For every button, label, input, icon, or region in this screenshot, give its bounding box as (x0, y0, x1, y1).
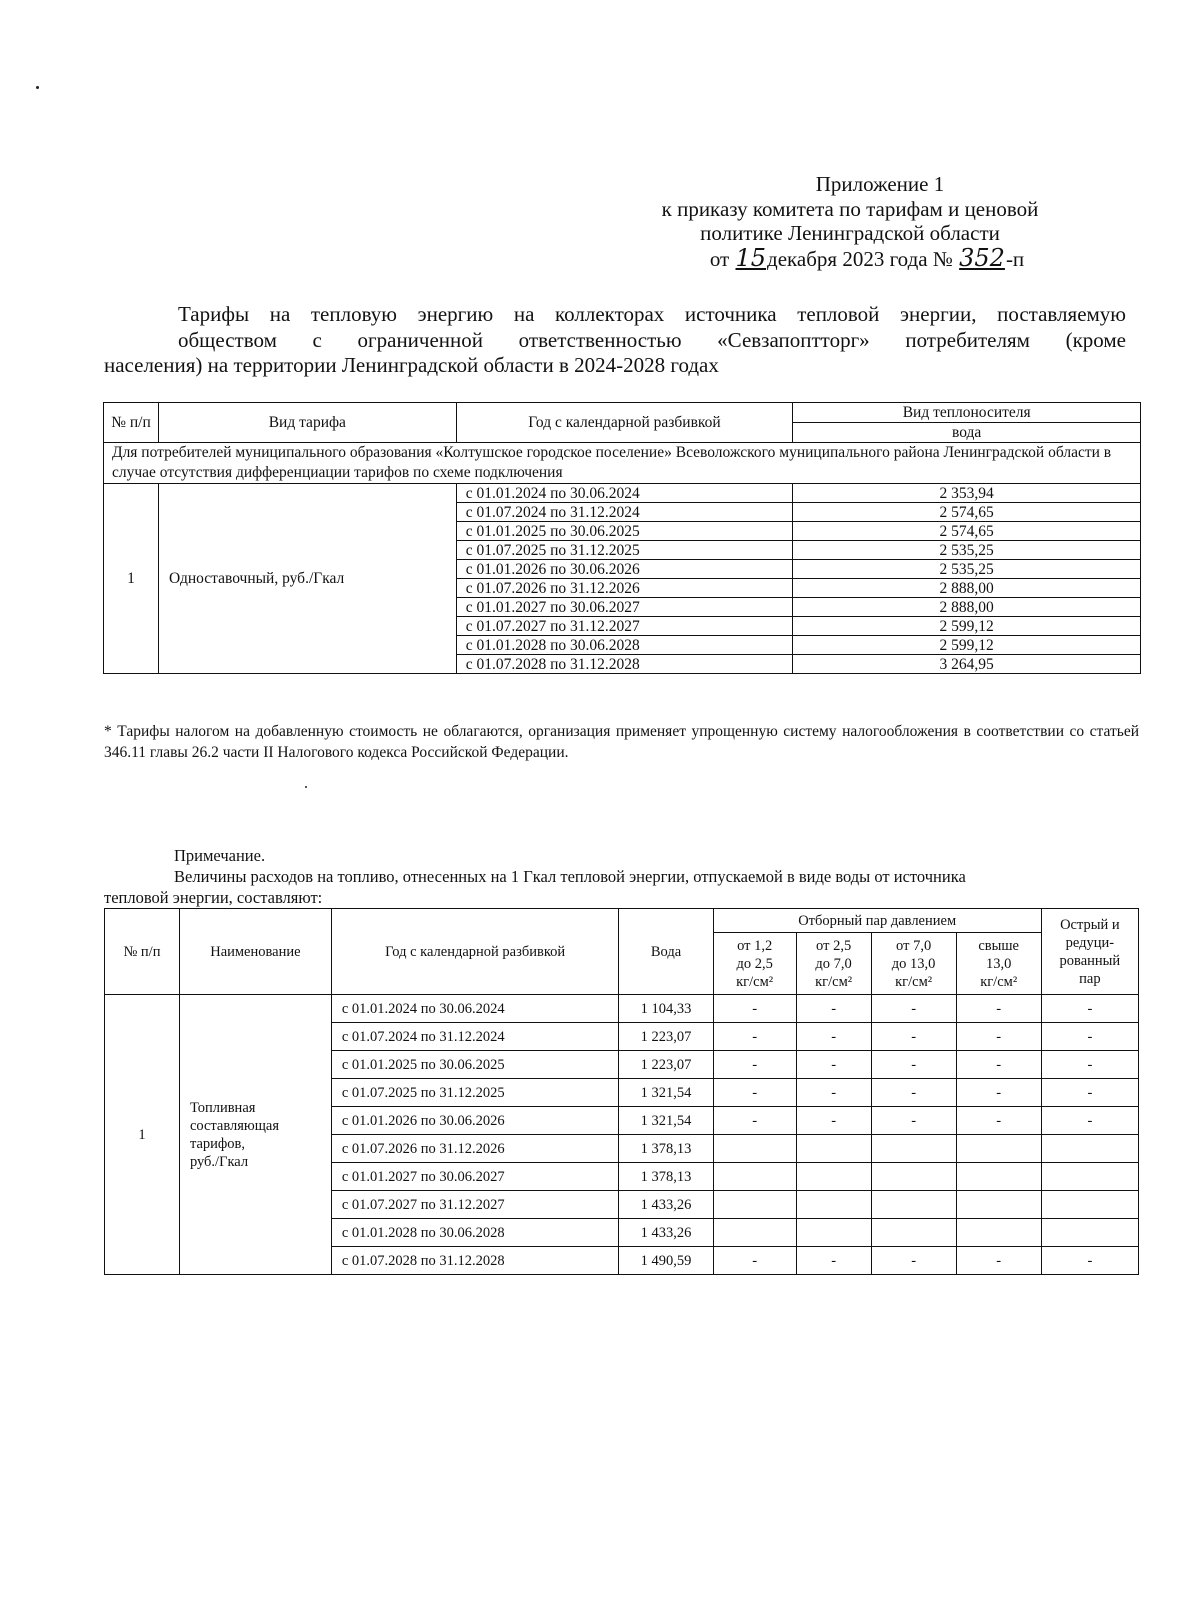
fuel-steam-value: - (956, 1079, 1041, 1107)
fuel-steam-value: - (956, 995, 1041, 1023)
tariff-period: с 01.07.2025 по 31.12.2025 (456, 541, 793, 560)
fuel-water-value: 1 104,33 (619, 995, 713, 1023)
fuel-steam-value: - (713, 1107, 796, 1135)
tariff-rows (104, 484, 1141, 674)
tariff-value: 2 574,65 (793, 522, 1141, 541)
fuel-steam-value: - (713, 1079, 796, 1107)
sharp-steam-l4: пар (1079, 970, 1101, 987)
appendix-line2: к приказу комитета по тарифам и ценовой (661, 196, 1039, 221)
steam-pressure-header (871, 933, 956, 995)
tariff-period: с 01.07.2028 по 31.12.2028 (456, 655, 793, 674)
tariff-period: с 01.07.2026 по 31.12.2026 (456, 579, 793, 598)
tariff-value: 2 888,00 (793, 579, 1141, 598)
appendix-line3: политике Ленинградской области (700, 221, 1000, 245)
fuel-period: с 01.01.2026 по 30.06.2026 (331, 1107, 619, 1135)
fuel-steam-value (1041, 1191, 1138, 1219)
fuel-steam-value: - (956, 1107, 1041, 1135)
fuel-steam-value: - (713, 1023, 796, 1051)
fuel-water-value: 1 321,54 (619, 1107, 713, 1135)
fuel-steam-value: - (796, 1079, 871, 1107)
document-title (104, 302, 1126, 379)
tariff-period: с 01.07.2024 по 31.12.2024 (456, 503, 793, 522)
tariff-period: с 01.07.2027 по 31.12.2027 (456, 617, 793, 636)
fuel-water-value: 1 223,07 (619, 1051, 713, 1079)
fuel-col-sharp-steam (1041, 909, 1138, 995)
fuel-steam-value: - (713, 995, 796, 1023)
fuel-steam-value: - (871, 995, 956, 1023)
fuel-steam-value: - (796, 1051, 871, 1079)
fuel-steam-value: - (713, 1051, 796, 1079)
tariff-type: Одноставочный, руб./Гкал (158, 484, 456, 674)
scan-speck (305, 786, 307, 788)
tariff-value: 2 535,25 (793, 541, 1141, 560)
tariff-value: 2 353,94 (793, 484, 1141, 503)
note-line1: Величины расходов на топливо, отнесенных на 1 Гкал тепловой энергии, отпускаемой в виде воды от источника (174, 867, 966, 886)
fuel-row-name-line: составляющая (189, 1117, 280, 1134)
fuel-col-year: Год с календарной разбивкой (331, 909, 619, 995)
tax-footnote: * Тарифы налогом на добавленную стоимость не облагаются, организация применяет упрощенную систему налогообложения в соответствии со статьей 346.11 главы 26.2 части II Налогового кодекса Российской Федерации. (104, 723, 1139, 761)
fuel-row (105, 995, 1139, 1023)
steam-pressure-l3: кг/см² (980, 973, 1018, 990)
fuel-period: с 01.07.2028 по 31.12.2028 (331, 1247, 619, 1275)
fuel-steam-value (956, 1163, 1041, 1191)
fuel-steam-value: - (796, 1247, 871, 1275)
fuel-steam-value: - (1041, 1051, 1138, 1079)
tariff-value: 2 574,65 (793, 503, 1141, 522)
steam-pressure-header (713, 933, 796, 995)
fuel-steam-value: - (1041, 1107, 1138, 1135)
steam-pressure-l1: от 2,5 (816, 937, 852, 954)
fuel-steam-value: - (796, 1107, 871, 1135)
tariff-period: с 01.01.2024 по 30.06.2024 (456, 484, 793, 503)
steam-pressure-l1: от 7,0 (896, 937, 932, 954)
tariff-period: с 01.01.2027 по 30.06.2027 (456, 598, 793, 617)
tariff-value: 2 599,12 (793, 617, 1141, 636)
fuel-steam-value: - (871, 1051, 956, 1079)
fuel-row-name (179, 995, 331, 1275)
fuel-row-number: 1 (105, 995, 180, 1275)
fuel-steam-value (871, 1219, 956, 1247)
fuel-steam-value (796, 1191, 871, 1219)
fuel-steam-value: - (871, 1023, 956, 1051)
tariff-table (103, 402, 1141, 674)
tariff-value: 2 535,25 (793, 560, 1141, 579)
sharp-steam-l3: рованный (1059, 952, 1121, 969)
note-heading: Примечание. (174, 846, 266, 865)
appendix-order-line (560, 243, 1140, 272)
order-prefix: от (709, 246, 730, 271)
fuel-water-value: 1 321,54 (619, 1079, 713, 1107)
steam-pressure-l2: до 13,0 (891, 955, 936, 972)
fuel-period: с 01.07.2027 по 31.12.2027 (331, 1191, 619, 1219)
steam-pressure-l1: свыше (978, 937, 1019, 954)
fuel-steam-value (713, 1219, 796, 1247)
tariff-value: 2 599,12 (793, 636, 1141, 655)
fuel-period: с 01.01.2024 по 30.06.2024 (331, 995, 619, 1023)
order-month-year: декабря 2023 года № (767, 246, 953, 271)
fuel-period: с 01.01.2027 по 30.06.2027 (331, 1163, 619, 1191)
tariff-row (104, 484, 1141, 503)
fuel-steam-value: - (871, 1107, 956, 1135)
title-line2: обществом с ограниченной ответственностью «Севзапоптторг» потребителям (кроме (178, 327, 1126, 352)
col-header-number: № п/п (104, 403, 159, 443)
fuel-period: с 01.01.2028 по 30.06.2028 (331, 1219, 619, 1247)
steam-pressure-l3: кг/см² (815, 973, 853, 990)
tariff-period: с 01.01.2026 по 30.06.2026 (456, 560, 793, 579)
fuel-steam-value (796, 1219, 871, 1247)
fuel-col-name: Наименование (179, 909, 331, 995)
fuel-steam-value: - (796, 1023, 871, 1051)
steam-pressure-l2: до 7,0 (815, 955, 852, 972)
fuel-steam-value: - (871, 1079, 956, 1107)
fuel-steam-value (1041, 1219, 1138, 1247)
fuel-steam-value (796, 1163, 871, 1191)
sharp-steam-l2: редуци- (1065, 934, 1115, 951)
col-header-tariff-type: Вид тарифа (158, 403, 456, 443)
col-header-carrier: Вид теплоносителя (793, 403, 1141, 423)
tariff-value: 2 888,00 (793, 598, 1141, 617)
steam-pressure-header (956, 933, 1041, 995)
steam-pressure-l2: до 2,5 (736, 955, 773, 972)
fuel-water-value: 1 223,07 (619, 1023, 713, 1051)
fuel-steam-value: - (956, 1023, 1041, 1051)
fuel-table (104, 908, 1139, 1275)
fuel-steam-value (1041, 1135, 1138, 1163)
fuel-steam-value: - (1041, 1023, 1138, 1051)
note-body (104, 866, 1140, 908)
title-line1: Тарифы на тепловую энергию на коллекторах источника тепловой энергии, поставляемую (178, 302, 1126, 326)
fuel-col-number: № п/п (105, 909, 180, 995)
appendix-header (560, 172, 1140, 271)
steam-pressure-header (796, 933, 871, 995)
scan-speck (36, 86, 39, 89)
fuel-period: с 01.07.2024 по 31.12.2024 (331, 1023, 619, 1051)
fuel-steam-value (956, 1191, 1041, 1219)
fuel-steam-value (1041, 1163, 1138, 1191)
fuel-steam-value: - (956, 1051, 1041, 1079)
fuel-steam-value (713, 1191, 796, 1219)
fuel-period: с 01.07.2026 по 31.12.2026 (331, 1135, 619, 1163)
consumer-group-row: Для потребителей муниципального образования «Колтушское городское поселение» Всеволожского муниципального района Ленинградской области в случае отсутствия дифференциации тарифов по схеме подключения (104, 443, 1141, 484)
col-header-water: вода (793, 423, 1141, 443)
appendix-title: Приложение 1 (815, 172, 945, 196)
fuel-rows (105, 995, 1139, 1275)
fuel-water-value: 1 490,59 (619, 1247, 713, 1275)
steam-pressure-l2: 13,0 (986, 955, 1012, 972)
fuel-col-steam: Отборный пар давлением (713, 909, 1041, 933)
sharp-steam-l1: Острый и (1060, 916, 1120, 933)
fuel-row-name-line: тарифов, (189, 1135, 246, 1152)
fuel-steam-value: - (796, 995, 871, 1023)
handwritten-number: 352 (959, 243, 1005, 272)
fuel-steam-value (871, 1135, 956, 1163)
fuel-steam-value (713, 1163, 796, 1191)
fuel-steam-value (871, 1191, 956, 1219)
fuel-steam-value (956, 1219, 1041, 1247)
fuel-col-water: Вода (619, 909, 713, 995)
fuel-steam-value (956, 1135, 1041, 1163)
col-header-year: Год с календарной разбивкой (456, 403, 793, 443)
fuel-water-value: 1 433,26 (619, 1219, 713, 1247)
note-line2: тепловой энергии, составляют: (104, 888, 323, 907)
fuel-steam-value: - (956, 1247, 1041, 1275)
fuel-row-name-line: Топливная (189, 1099, 256, 1116)
fuel-period: с 01.07.2025 по 31.12.2025 (331, 1079, 619, 1107)
title-line3: населения) на территории Ленинградской области в 2024-2028 годах (104, 353, 719, 377)
fuel-steam-value: - (1041, 1079, 1138, 1107)
fuel-steam-value (796, 1135, 871, 1163)
fuel-steam-value: - (1041, 1247, 1138, 1275)
steam-pressure-l1: от 1,2 (737, 937, 773, 954)
fuel-water-value: 1 378,13 (619, 1163, 713, 1191)
order-suffix: -п (1005, 246, 1025, 271)
fuel-water-value: 1 433,26 (619, 1191, 713, 1219)
steam-pressure-l3: кг/см² (736, 973, 774, 990)
tariff-row-number: 1 (104, 484, 159, 674)
fuel-row-name-line: руб./Гкал (189, 1153, 249, 1170)
tariff-period: с 01.01.2028 по 30.06.2028 (456, 636, 793, 655)
fuel-steam-value: - (871, 1247, 956, 1275)
handwritten-day: 15 (735, 243, 767, 272)
fuel-water-value: 1 378,13 (619, 1135, 713, 1163)
tariff-value: 3 264,95 (793, 655, 1141, 674)
fuel-steam-value: - (713, 1247, 796, 1275)
fuel-steam-value (713, 1135, 796, 1163)
tariff-period: с 01.01.2025 по 30.06.2025 (456, 522, 793, 541)
steam-pressure-l3: кг/см² (895, 973, 933, 990)
fuel-steam-value: - (1041, 995, 1138, 1023)
fuel-steam-value (871, 1163, 956, 1191)
fuel-period: с 01.01.2025 по 30.06.2025 (331, 1051, 619, 1079)
